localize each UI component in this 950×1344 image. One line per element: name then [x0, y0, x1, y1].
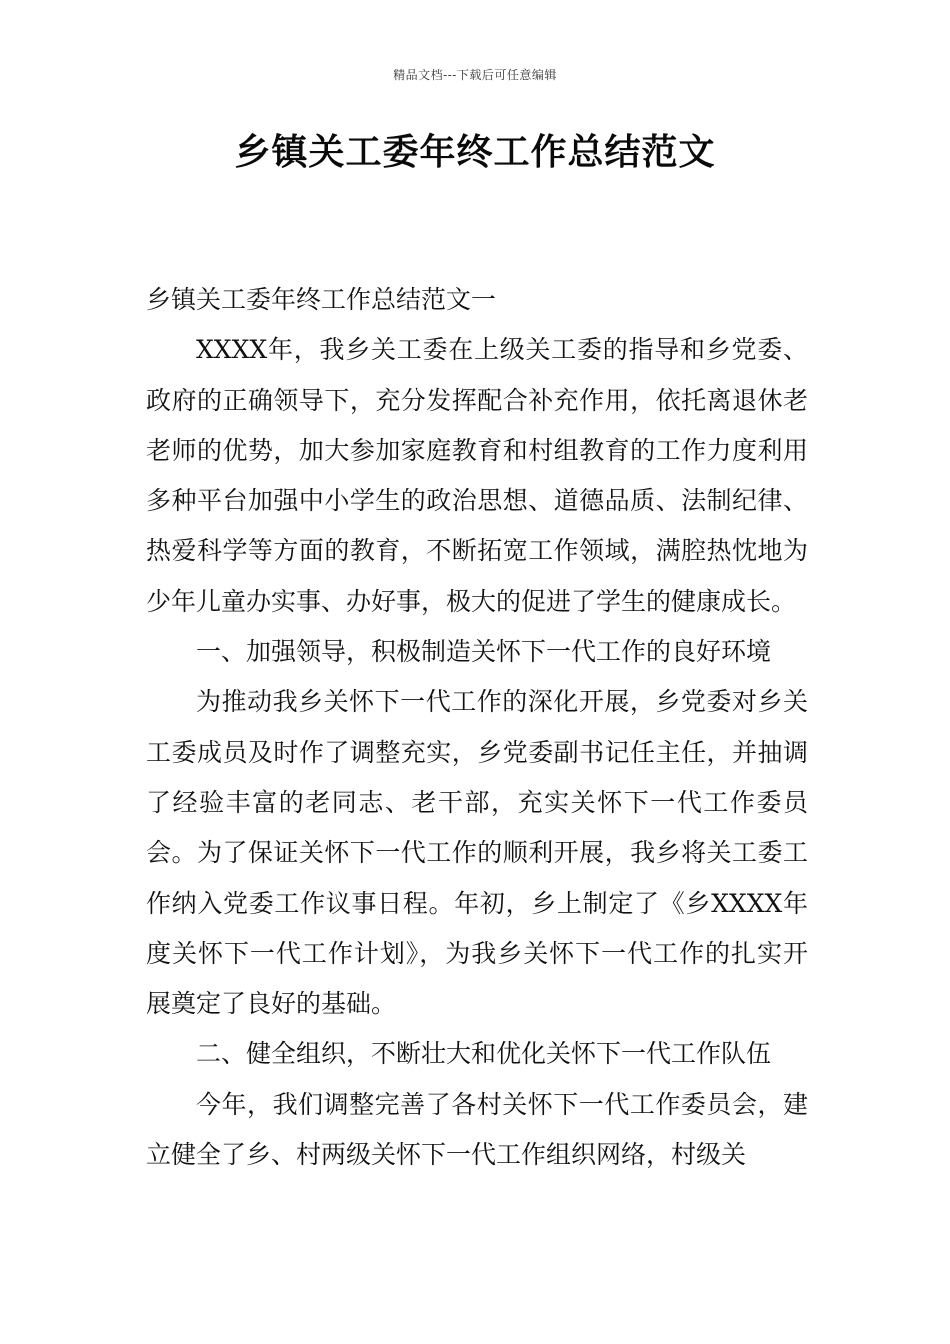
paragraph: 为推动我乡关怀下一代工作的深化开展，乡党委对乡关工委成员及时作了调整充实，乡党委副书记任主任，并抽调了经验丰富的老同志、老干部，充实关怀下一代工作委员会。为了保证关怀下一代工作的顺利开展，我乡将关工委工作纳入党委工作议事日程。年初，乡上制定了《乡XXXX年度关怀下一代工作计划》，为我乡关怀下一代工作的扎实开展奠定了良好的基础。 — [146, 687, 808, 1019]
paragraph: XXXX年，我乡关工委在上级关工委的指导和乡党委、政府的正确领导下，充分发挥配合补充作用，依托离退休老老师的优势，加大参加家庭教育和村组教育的工作力度利用多种平台加强中小学生的政治思想、道德品质、法制纪律、热爱科学等方面的教育，不断拓宽工作领域，满腔热忱地为少年儿童办实事、办好事，极大的促进了学生的健康成长。 — [146, 335, 808, 616]
section-subtitle: 乡镇关工委年终工作总结范文一 — [146, 285, 497, 314]
document-body — [146, 275, 808, 1180]
header-note: 精品文档---下载后可任意编辑 — [393, 68, 557, 82]
paragraph: 今年，我们调整完善了各村关怀下一代工作委员会，建立健全了乡、村两级关怀下一代工作组织网络，村级关 — [146, 1089, 808, 1170]
section-heading: 一、加强领导，积极制造关怀下一代工作的良好环境 — [196, 637, 772, 667]
document-title: 乡镇关工委年终工作总结范文 — [234, 132, 716, 173]
section-heading: 二、健全组织，不断壮大和优化关怀下一代工作队伍 — [196, 1039, 772, 1069]
